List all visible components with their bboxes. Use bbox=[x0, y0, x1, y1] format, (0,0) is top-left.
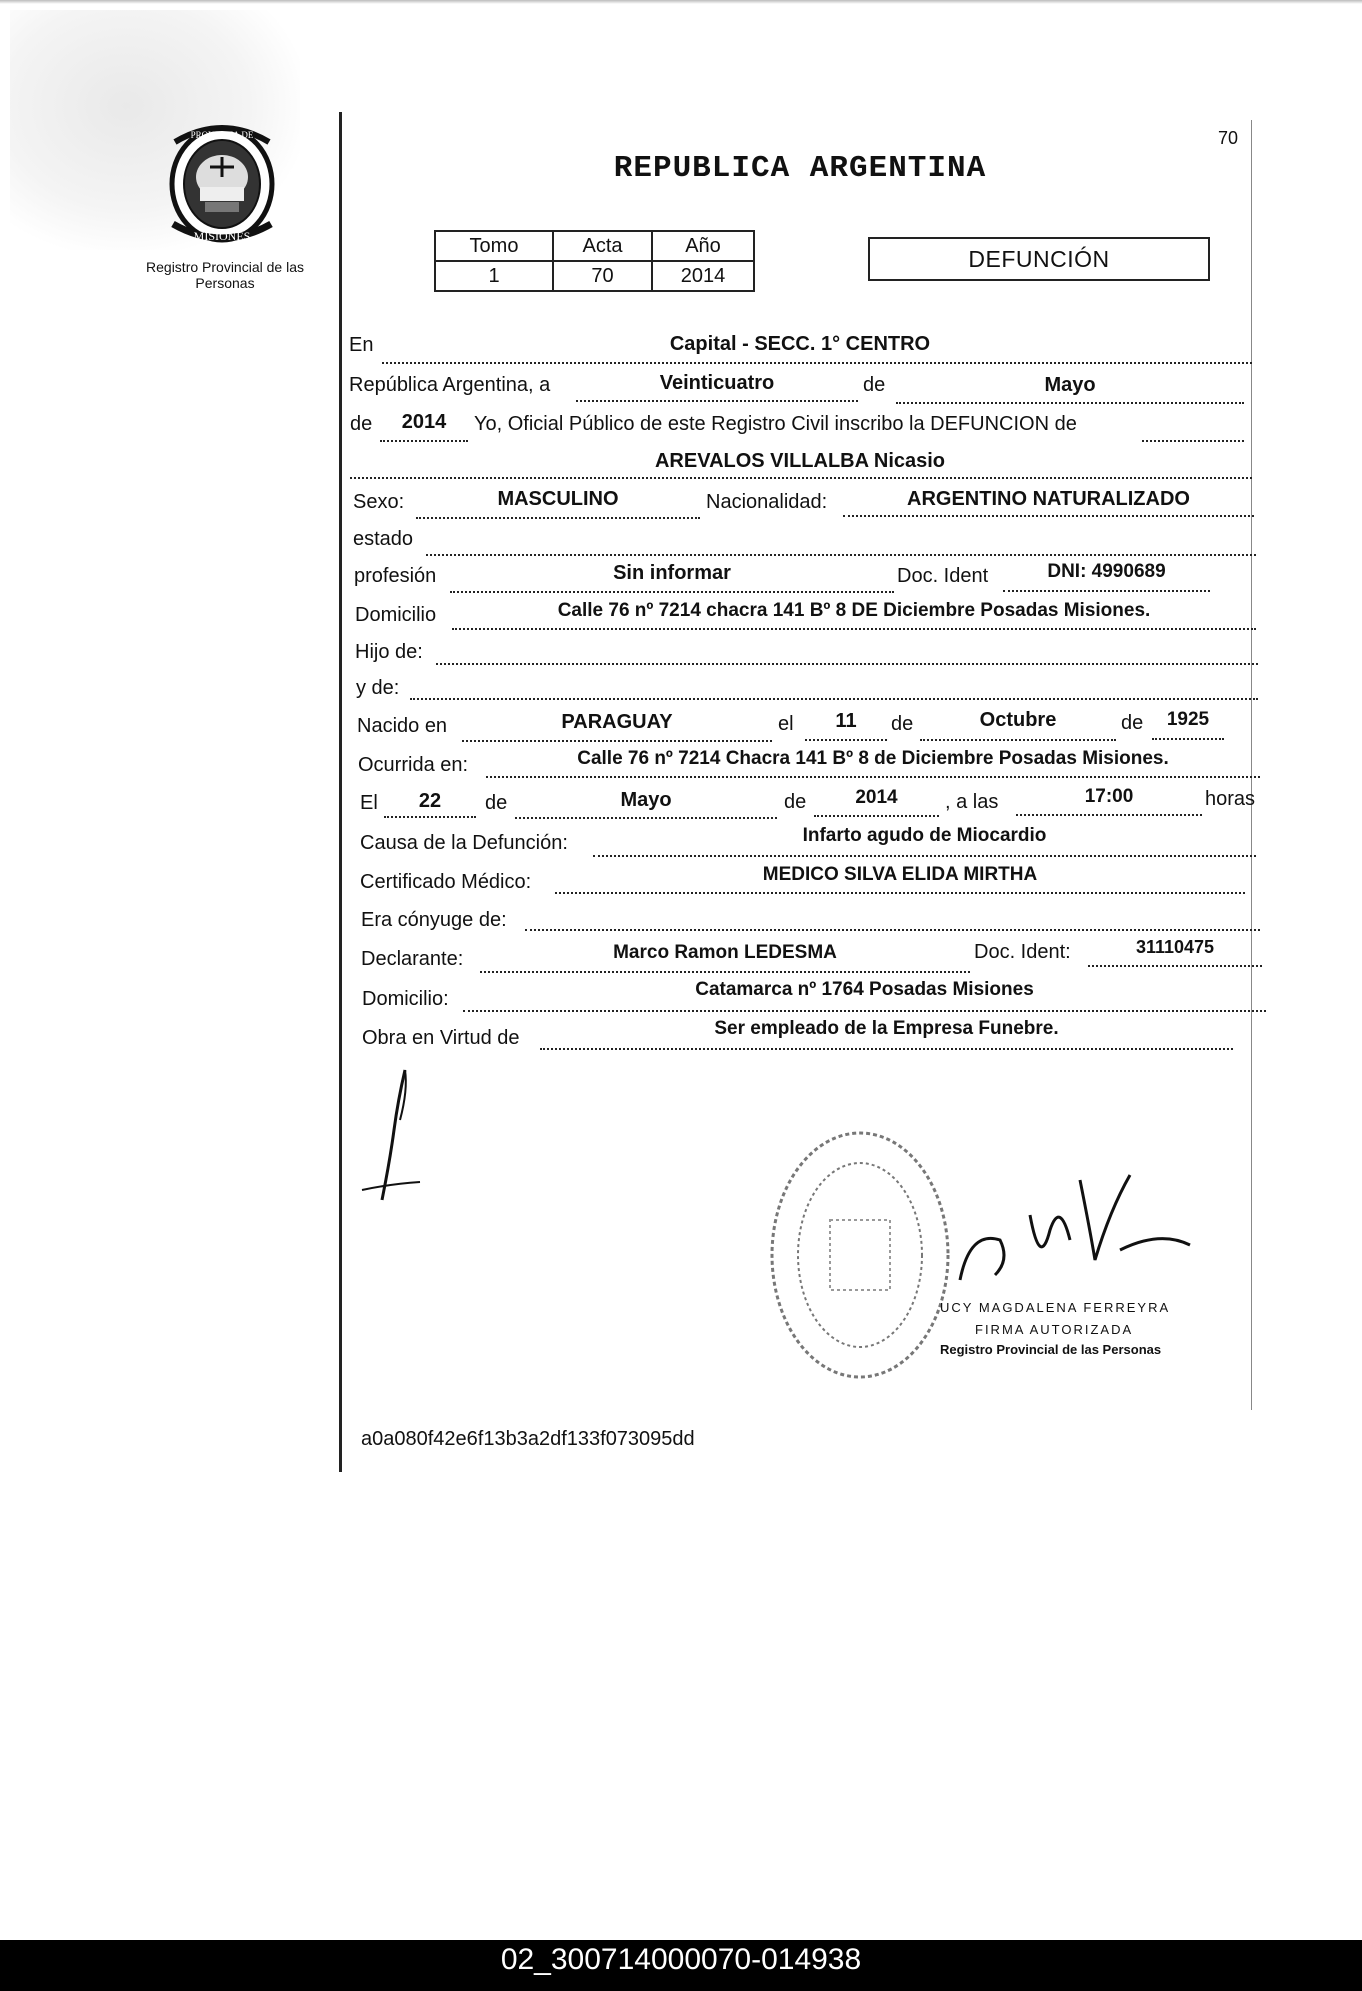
dotted-line bbox=[1016, 810, 1202, 816]
signature-role: FIRMA AUTORIZADA bbox=[975, 1322, 1134, 1337]
domicilio-label: Domicilio bbox=[355, 604, 437, 626]
inscribo-text: Yo, Oficial Público de este Registro Civil inscribo la DEFUNCION de bbox=[474, 413, 1077, 435]
day-text-value: Veinticuatro bbox=[659, 372, 775, 394]
dotted-line bbox=[1142, 436, 1244, 442]
death-day-value: 22 bbox=[418, 790, 442, 812]
page-number: 70 bbox=[1218, 128, 1239, 148]
official-seal-icon bbox=[760, 1120, 960, 1390]
signature-registry: Registro Provincial de las Personas bbox=[940, 1342, 1162, 1357]
year-value: 2014 bbox=[401, 411, 447, 433]
dotted-line bbox=[436, 659, 1258, 665]
sexo-value: MASCULINO bbox=[497, 488, 619, 510]
dotted-line bbox=[1088, 961, 1262, 967]
table-header-anio: Año bbox=[652, 231, 754, 261]
ocurrida-value: Calle 76 nº 7214 Chacra 141 Bº 8 de Diciembre Posadas Misiones. bbox=[577, 748, 1169, 769]
dotted-line bbox=[480, 967, 970, 973]
dotted-line bbox=[426, 550, 1256, 556]
dotted-line bbox=[416, 513, 700, 519]
hijo-label: Hijo de: bbox=[355, 641, 423, 663]
crest-top-text: PROVINCIA DE bbox=[190, 130, 254, 140]
dotted-line bbox=[555, 888, 1245, 894]
registry-label: Registro Provincial de las Personas bbox=[146, 259, 304, 291]
dotted-line bbox=[1003, 586, 1210, 592]
dotted-line bbox=[463, 1006, 1266, 1012]
de-label: de bbox=[784, 791, 807, 813]
death-year-value: 2014 bbox=[855, 787, 898, 808]
birth-day-value: 11 bbox=[835, 710, 857, 732]
dotted-line bbox=[450, 587, 894, 593]
nacido-value: PARAGUAY bbox=[561, 711, 673, 733]
certificado-label: Certificado Médico: bbox=[360, 871, 532, 893]
de-label: de bbox=[350, 413, 373, 435]
scan-edge bbox=[0, 0, 1362, 4]
doc-ident-value: DNI: 4990689 bbox=[1047, 561, 1166, 582]
table-value-tomo: 1 bbox=[435, 261, 553, 291]
dotted-line bbox=[814, 811, 939, 817]
profesion-label: profesión bbox=[354, 565, 437, 587]
de-label: de bbox=[485, 792, 508, 814]
dotted-line bbox=[382, 358, 1252, 364]
footer-id: 02_300714000070-014938 bbox=[500, 1943, 862, 1976]
birth-year-value: 1925 bbox=[1166, 709, 1210, 730]
table-value-anio: 2014 bbox=[652, 261, 754, 291]
causa-value: Infarto agudo de Miocardio bbox=[802, 825, 1047, 846]
dotted-line bbox=[380, 436, 468, 442]
nacionalidad-value: ARGENTINO NATURALIZADO bbox=[907, 488, 1190, 510]
margin-line bbox=[339, 112, 342, 1472]
dotted-line bbox=[410, 694, 1258, 700]
dotted-line bbox=[515, 813, 777, 819]
nacido-label: Nacido en bbox=[357, 715, 448, 737]
dotted-line bbox=[452, 624, 1256, 630]
document-type-box: DEFUNCIÓN bbox=[868, 237, 1210, 281]
declarant-signature-icon bbox=[350, 1060, 440, 1210]
de-label: de bbox=[863, 374, 886, 396]
conyuge-label: Era cónyuge de: bbox=[361, 909, 507, 931]
doc-ident2-label: Doc. Ident: bbox=[974, 941, 1071, 963]
doc-ident-label: Doc. Ident bbox=[897, 565, 989, 587]
authorized-signature-icon bbox=[940, 1170, 1220, 1300]
dotted-line bbox=[350, 473, 1252, 479]
dotted-line bbox=[843, 511, 1254, 517]
dotted-line bbox=[462, 736, 772, 742]
dotted-line bbox=[896, 398, 1244, 404]
de-label: de bbox=[891, 713, 914, 735]
table-value-acta: 70 bbox=[553, 261, 652, 291]
place-value: Capital - SECC. 1° CENTRO bbox=[669, 333, 931, 355]
estado-label: estado bbox=[353, 528, 414, 550]
table-header-tomo: Tomo bbox=[435, 231, 553, 261]
declarante-value: Marco Ramon LEDESMA bbox=[613, 942, 837, 963]
horas-label: horas bbox=[1205, 788, 1256, 810]
domicilio2-value: Catamarca nº 1764 Posadas Misiones bbox=[695, 979, 1034, 1000]
dotted-line bbox=[920, 735, 1116, 741]
dotted-line bbox=[576, 396, 858, 402]
el-label-upper: El bbox=[360, 792, 378, 814]
en-label: En bbox=[349, 334, 374, 356]
causa-label: Causa de la Defunción: bbox=[360, 832, 568, 854]
el-label: el bbox=[778, 713, 794, 735]
profesion-value: Sin informar bbox=[613, 562, 731, 584]
death-month-value: Mayo bbox=[620, 789, 672, 811]
dotted-line bbox=[593, 851, 1256, 857]
signature-name: UCY MAGDALENA FERREYRA bbox=[940, 1300, 1171, 1315]
provincial-crest-icon bbox=[165, 122, 280, 247]
death-time-value: 17:00 bbox=[1084, 786, 1134, 807]
birth-month-value: Octubre bbox=[979, 709, 1057, 731]
dotted-line bbox=[805, 735, 887, 741]
dotted-line bbox=[1152, 734, 1224, 740]
dotted-line bbox=[525, 925, 1260, 931]
deceased-name-value: AREVALOS VILLALBA Nicasio bbox=[654, 450, 946, 472]
page-title: REPUBLICA ARGENTINA bbox=[613, 151, 987, 186]
dotted-line bbox=[486, 772, 1260, 778]
dotted-line bbox=[540, 1044, 1233, 1050]
nacionalidad-label: Nacionalidad: bbox=[706, 491, 828, 513]
domicilio2-label: Domicilio: bbox=[362, 988, 449, 1010]
table-header-acta: Acta bbox=[553, 231, 652, 261]
record-table bbox=[434, 230, 755, 292]
crest-bottom-text: MISIONES bbox=[193, 229, 251, 243]
document-hash: a0a080f42e6f13b3a2df133f073095dd bbox=[361, 1428, 695, 1450]
obra-label: Obra en Virtud de bbox=[362, 1027, 520, 1049]
declarante-label: Declarante: bbox=[361, 948, 464, 970]
month-value: Mayo bbox=[1044, 374, 1096, 396]
sexo-label: Sexo: bbox=[353, 491, 405, 513]
yde-label: y de: bbox=[356, 677, 400, 699]
ocurrida-label: Ocurrida en: bbox=[358, 754, 469, 776]
declarante-doc-value: 31110475 bbox=[1135, 937, 1215, 957]
republica-label: República Argentina, a bbox=[349, 374, 551, 396]
alas-label: , a las bbox=[945, 791, 999, 813]
obra-value: Ser empleado de la Empresa Funebre. bbox=[714, 1018, 1059, 1039]
de-label: de bbox=[1121, 712, 1144, 734]
domicilio-value: Calle 76 nº 7214 chacra 141 Bº 8 DE Diciembre Posadas Misiones. bbox=[557, 600, 1151, 621]
certificado-value: MEDICO SILVA ELIDA MIRTHA bbox=[762, 864, 1038, 885]
